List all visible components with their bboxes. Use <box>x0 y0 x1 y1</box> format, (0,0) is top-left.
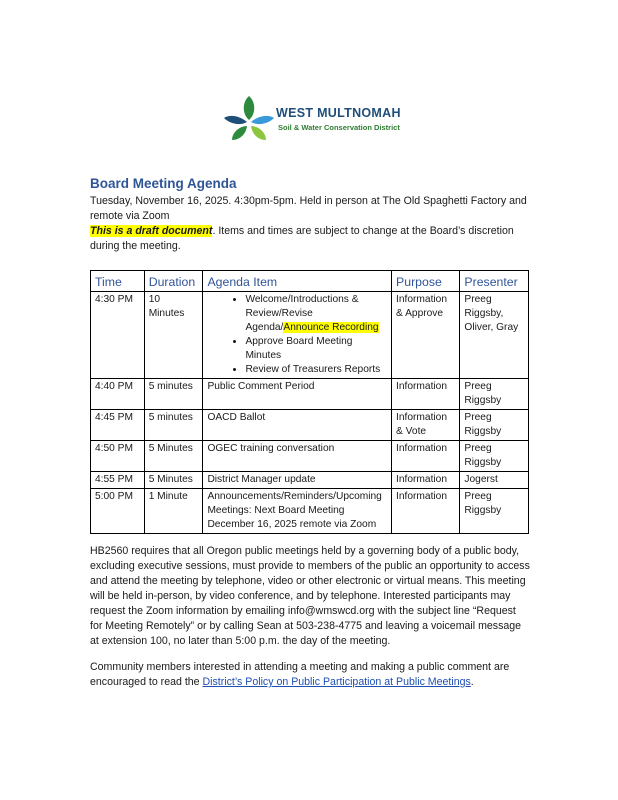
logo-subtitle: Soil & Water Conservation District <box>278 123 400 132</box>
cell-duration: 10 Minutes <box>144 292 203 379</box>
cell-presenter: Preeg Riggsby <box>460 441 529 472</box>
cell-duration: 5 minutes <box>144 410 203 441</box>
draft-label: This is a draft document <box>90 225 213 237</box>
table-row <box>91 472 529 489</box>
header-time: Time <box>91 271 145 292</box>
agenda-item-list <box>207 293 387 377</box>
cell-agenda-item: Announcements/Reminders/Upcoming Meetings: Next Board Meeting December 16, 2025 remote via Zoom <box>203 489 392 534</box>
cell-agenda-item: District Manager update <box>203 472 392 489</box>
header-purpose: Purpose <box>392 271 460 292</box>
page-title: Board Meeting Agenda <box>90 176 237 191</box>
cell-presenter: Jogerst <box>460 472 529 489</box>
table-row <box>91 379 529 410</box>
cell-duration: 5 minutes <box>144 379 203 410</box>
cell-purpose: Information <box>392 441 460 472</box>
cell-time: 4:30 PM <box>91 292 145 379</box>
cell-presenter: Preeg Riggsby <box>460 379 529 410</box>
cell-purpose: Information <box>392 472 460 489</box>
cell-purpose: Information <box>392 489 460 534</box>
highlighted-text: Announce Recording <box>283 322 379 333</box>
cell-duration: 5 Minutes <box>144 472 203 489</box>
header-presenter: Presenter <box>460 271 529 292</box>
cell-agenda-item: Public Comment Period <box>203 379 392 410</box>
header-agenda-item: Agenda Item <box>203 271 392 292</box>
table-row <box>91 489 529 534</box>
cell-purpose: Information & Vote <box>392 410 460 441</box>
cell-purpose: Information <box>392 379 460 410</box>
list-item <box>245 363 387 377</box>
cell-duration: 1 Minute <box>144 489 203 534</box>
draft-notice <box>90 224 530 254</box>
list-item <box>245 335 387 363</box>
draft-rest: . Items and times are subject to change at the Board’s discretion during the meeting. <box>90 225 514 252</box>
item-text: Review of Treasurers Reports <box>245 364 381 375</box>
cell-presenter: Preeg Riggsby <box>460 410 529 441</box>
meeting-info: Tuesday, November 16, 2025. 4:30pm-5pm. Held in person at The Old Spaghetti Factory and remote via Zoom <box>90 195 527 222</box>
cell-agenda-item: OGEC training conversation <box>203 441 392 472</box>
list-item <box>245 293 387 335</box>
table-row <box>91 410 529 441</box>
cell-time: 5:00 PM <box>91 489 145 534</box>
logo-title: WEST MULTNOMAH <box>276 106 401 120</box>
header-duration: Duration <box>144 271 203 292</box>
cell-time: 4:40 PM <box>91 379 145 410</box>
table-row <box>91 441 529 472</box>
table-row <box>91 292 529 379</box>
item-text: Welcome/Introductions & Review/Revise Agenda/ <box>245 294 359 333</box>
cell-agenda-item: OACD Ballot <box>203 410 392 441</box>
cell-purpose: Information & Approve <box>392 292 460 379</box>
community-text: Community members interested in attending a meeting and making a public comment are encouraged to read the <box>90 661 510 688</box>
cell-time: 4:45 PM <box>91 410 145 441</box>
community-end: . <box>470 676 474 688</box>
hb2560-paragraph: HB2560 requires that all Oregon public meetings held by a governing body of a public body, excluding executive sessions, must provide to members of the public an opportunity to access and attend the meeting by telephone, video or other electronic or virtual means. This meeting will be held in-person, by video conference, and by telephone. Interested participants may request the Zoom information by emailing info@wmswcd.org with the subject line “Request for Meeting Remotely” or by calling Sean at 503-238-4775 and leaving a voicemail message at extension 100, no later than 5:00 p.m. the day of the meeting. <box>90 545 530 647</box>
cell-presenter: Preeg Riggsby, Oliver, Gray <box>460 292 529 379</box>
cell-presenter: Preeg Riggsby <box>460 489 529 534</box>
district-logo <box>222 96 402 148</box>
cell-time: 4:55 PM <box>91 472 145 489</box>
cell-time: 4:50 PM <box>91 441 145 472</box>
community-paragraph <box>90 660 530 690</box>
policy-link[interactable]: District’s Policy on Public Participation at Public Meetings <box>202 676 471 688</box>
item-text: Approve Board Meeting Minutes <box>245 336 353 361</box>
agenda-table <box>90 270 529 534</box>
leaf-logo-icon <box>222 96 276 148</box>
cell-agenda-item <box>203 292 392 379</box>
cell-duration: 5 Minutes <box>144 441 203 472</box>
table-header-row <box>91 271 529 292</box>
